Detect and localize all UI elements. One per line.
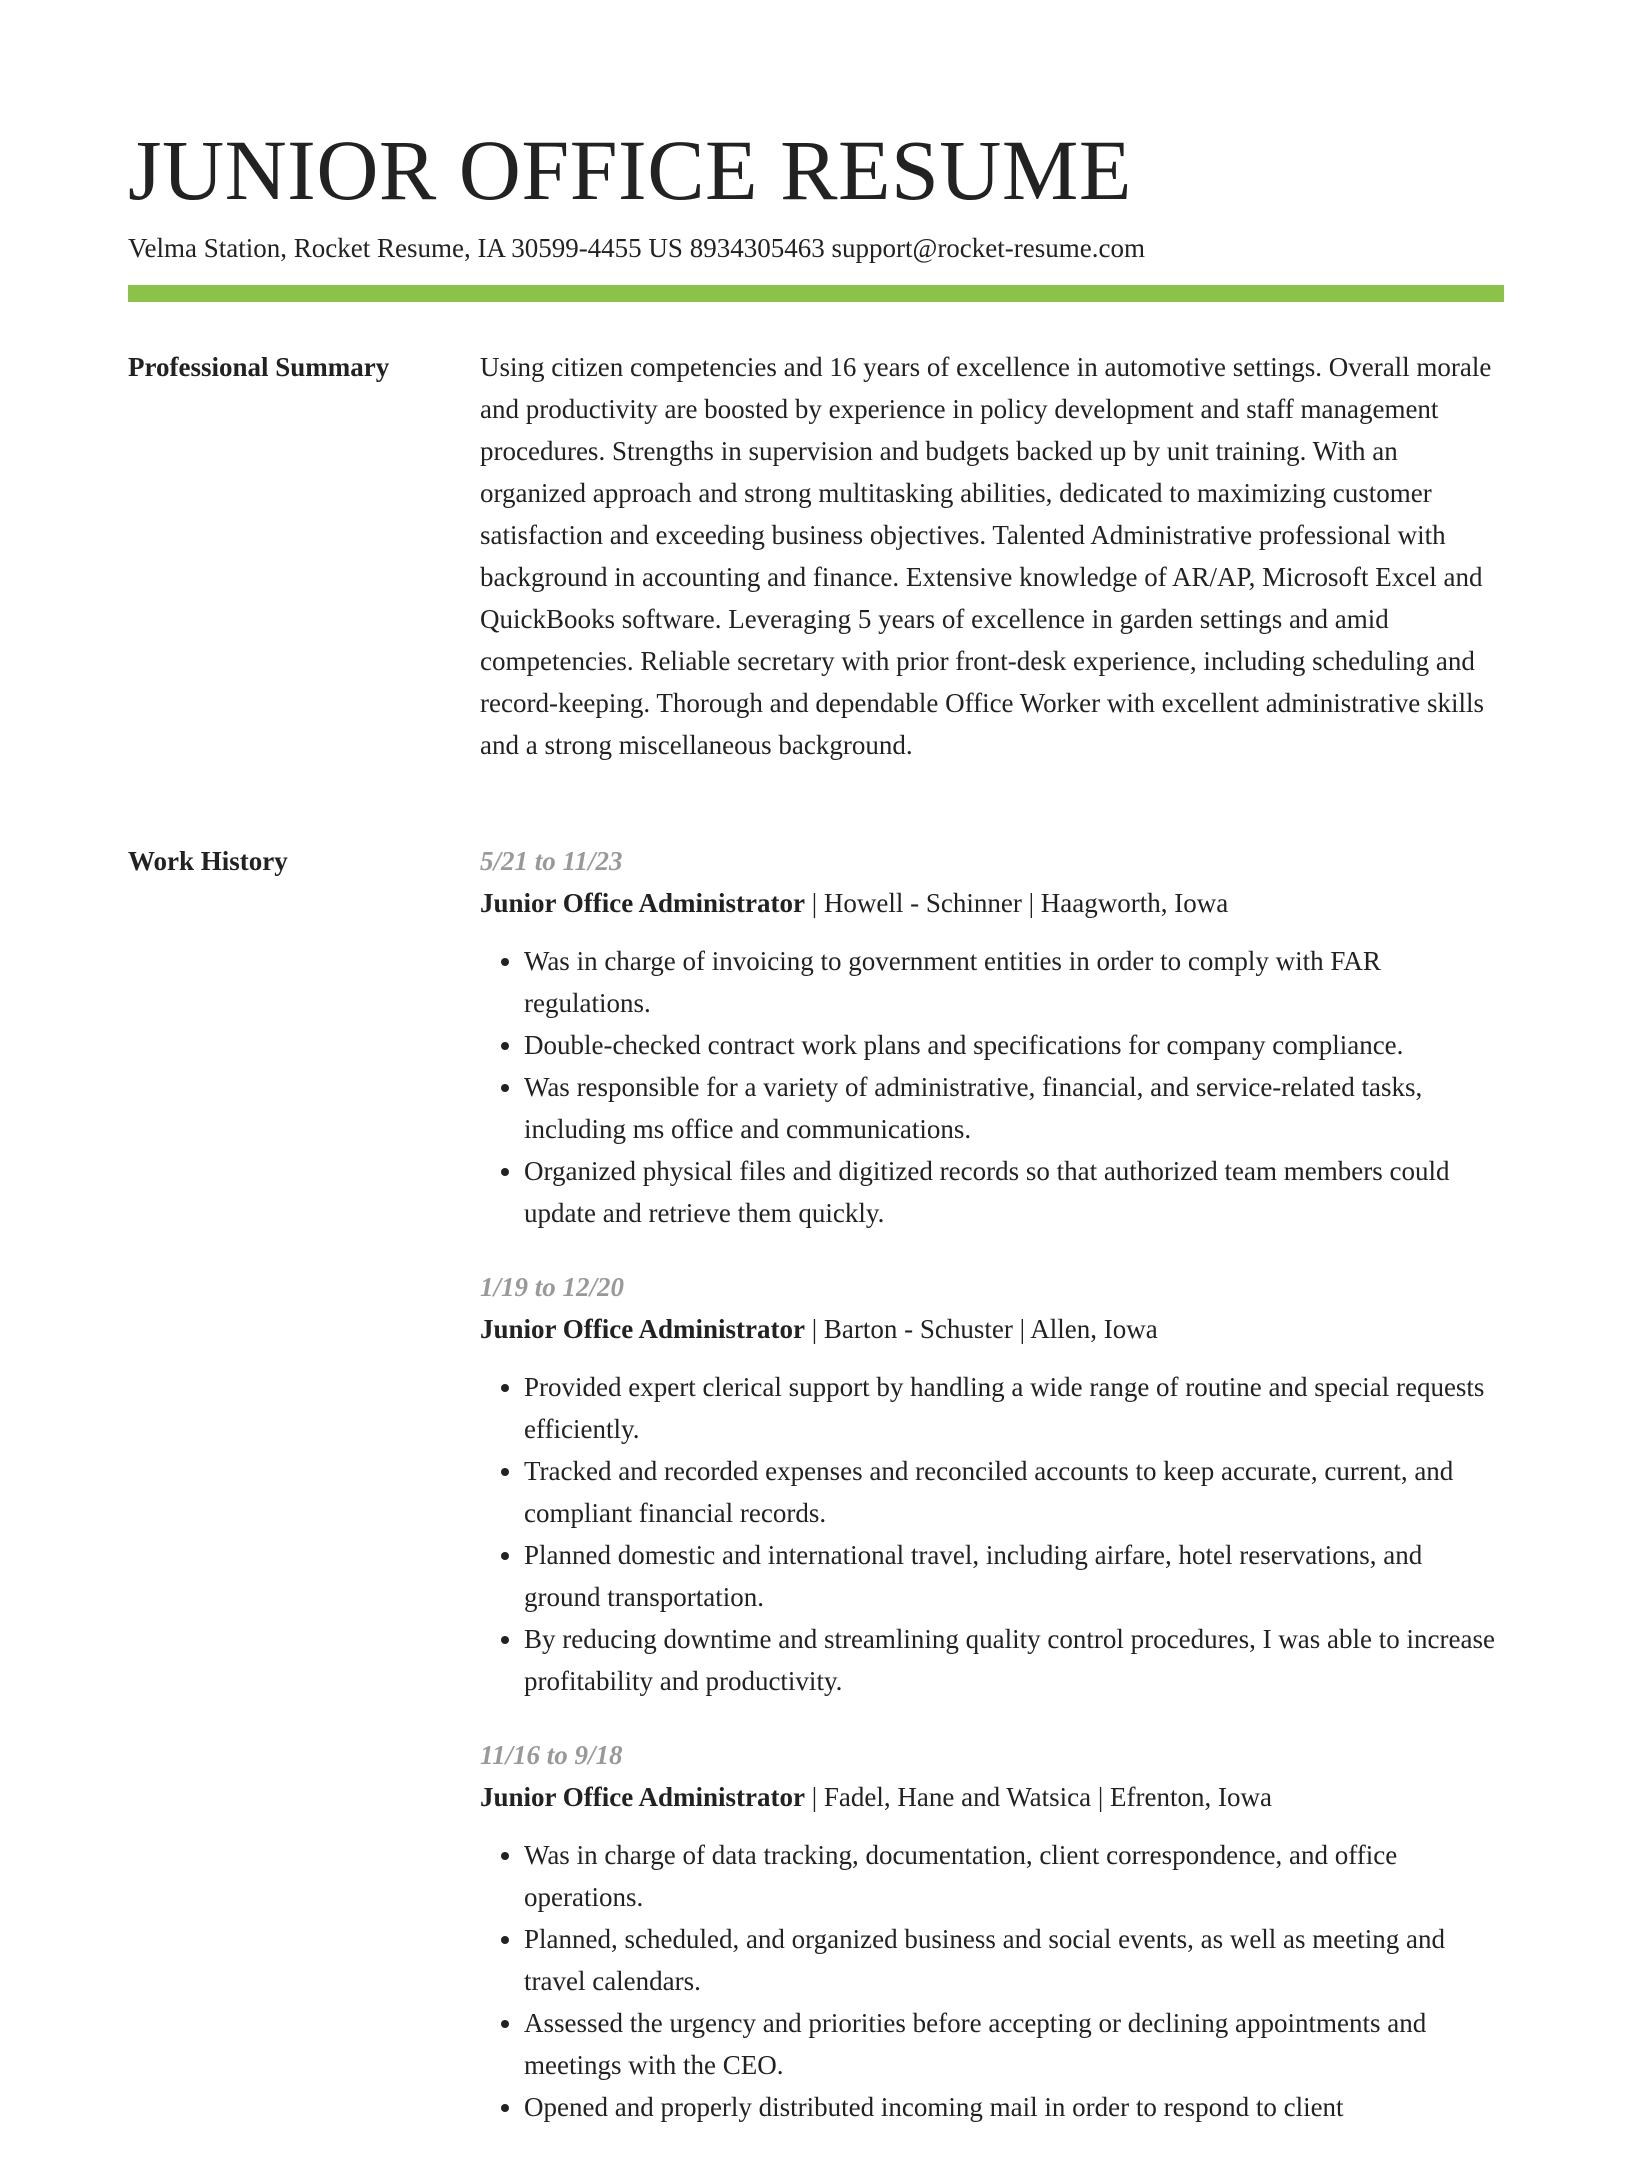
job-heading — [480, 1308, 1504, 1350]
job-duties-list — [480, 940, 1504, 1234]
job-heading — [480, 882, 1504, 924]
job-duties-list — [480, 1366, 1504, 1702]
job-dates: 5/21 to 11/23 — [480, 846, 623, 876]
summary-label: Professional Summary — [128, 352, 390, 382]
work-history-body — [480, 840, 1504, 2160]
job-title: Junior Office Administrator — [480, 888, 805, 918]
summary-text: Using citizen competencies and 16 years of excellence in automotive settings. Overall morale and productivity are boosted by experience in policy development and staff management procedures. Strengths in supervision and budgets backed up by unit training. With an organized approach and strong multitasking abilities, dedicated to maximizing customer satisfaction and exceeding business objectives. Talented Administrative professional with background in accounting and finance. Extensive knowledge of AR/AP, Microsoft Excel and QuickBooks software. Leveraging 5 years of excellence in garden settings and amid competencies. Reliable secretary with prior front-desk experience, including scheduling and record-keeping. Thorough and dependable Office Worker with excellent administrative skills and a strong miscellaneous background. — [480, 352, 1492, 760]
job-duty: • Organized physical files and digitized records so that authorized team members could update and retrieve them quickly. — [524, 1150, 1504, 1234]
job-company-location: | Fadel, Hane and Watsica | Efrenton, Iowa — [804, 1782, 1272, 1812]
job-duty: • Opened and properly distributed incoming mail in order to respond to client — [524, 2086, 1504, 2128]
job-duty: • Assessed the urgency and priorities before accepting or declining appointments and meetings with the CEO. — [524, 2002, 1504, 2086]
job-title: Junior Office Administrator — [480, 1314, 805, 1344]
job-duty: • Was in charge of invoicing to government entities in order to comply with FAR regulations. — [524, 940, 1504, 1024]
job-duties-list — [480, 1834, 1504, 2128]
job-duty: • Was in charge of data tracking, documentation, client correspondence, and office operations. — [524, 1834, 1504, 1918]
job-duty: • Provided expert clerical support by handling a wide range of routine and special requests efficiently. — [524, 1366, 1504, 1450]
job-heading — [480, 1776, 1504, 1818]
job-duty: • Planned domestic and international travel, including airfare, hotel reservations, and ground transportation. — [524, 1534, 1504, 1618]
job-company-location: | Howell - Schinner | Haagworth, Iowa — [804, 888, 1229, 918]
job-entry — [480, 1734, 1504, 2128]
job-dates: 1/19 to 12/20 — [480, 1272, 625, 1302]
job-duty: • Was responsible for a variety of administrative, financial, and service-related tasks, including ms office and communications. — [524, 1066, 1504, 1150]
contact-info: Velma Station, Rocket Resume, IA 30599-4455 US 8934305463 support@rocket-resume.com — [128, 233, 1145, 263]
job-duty: • Tracked and recorded expenses and reconciled accounts to keep accurate, current, and compliant financial records. — [524, 1450, 1504, 1534]
job-duty: • By reducing downtime and streamlining quality control procedures, I was able to increase profitability and productivity. — [524, 1618, 1504, 1702]
job-title: Junior Office Administrator — [480, 1782, 805, 1812]
resume-title: JUNIOR OFFICE RESUME — [128, 122, 1132, 218]
job-duty: • Double-checked contract work plans and specifications for company compliance. — [524, 1024, 1504, 1066]
job-entry — [480, 1266, 1504, 1702]
summary-body — [480, 346, 1504, 766]
work-history-label: Work History — [128, 846, 288, 876]
job-entry — [480, 840, 1504, 1234]
header-divider — [128, 285, 1504, 302]
job-duty: • Planned, scheduled, and organized business and social events, as well as meeting and travel calendars. — [524, 1918, 1504, 2002]
job-dates: 11/16 to 9/18 — [480, 1740, 623, 1770]
job-company-location: | Barton - Schuster | Allen, Iowa — [804, 1314, 1158, 1344]
